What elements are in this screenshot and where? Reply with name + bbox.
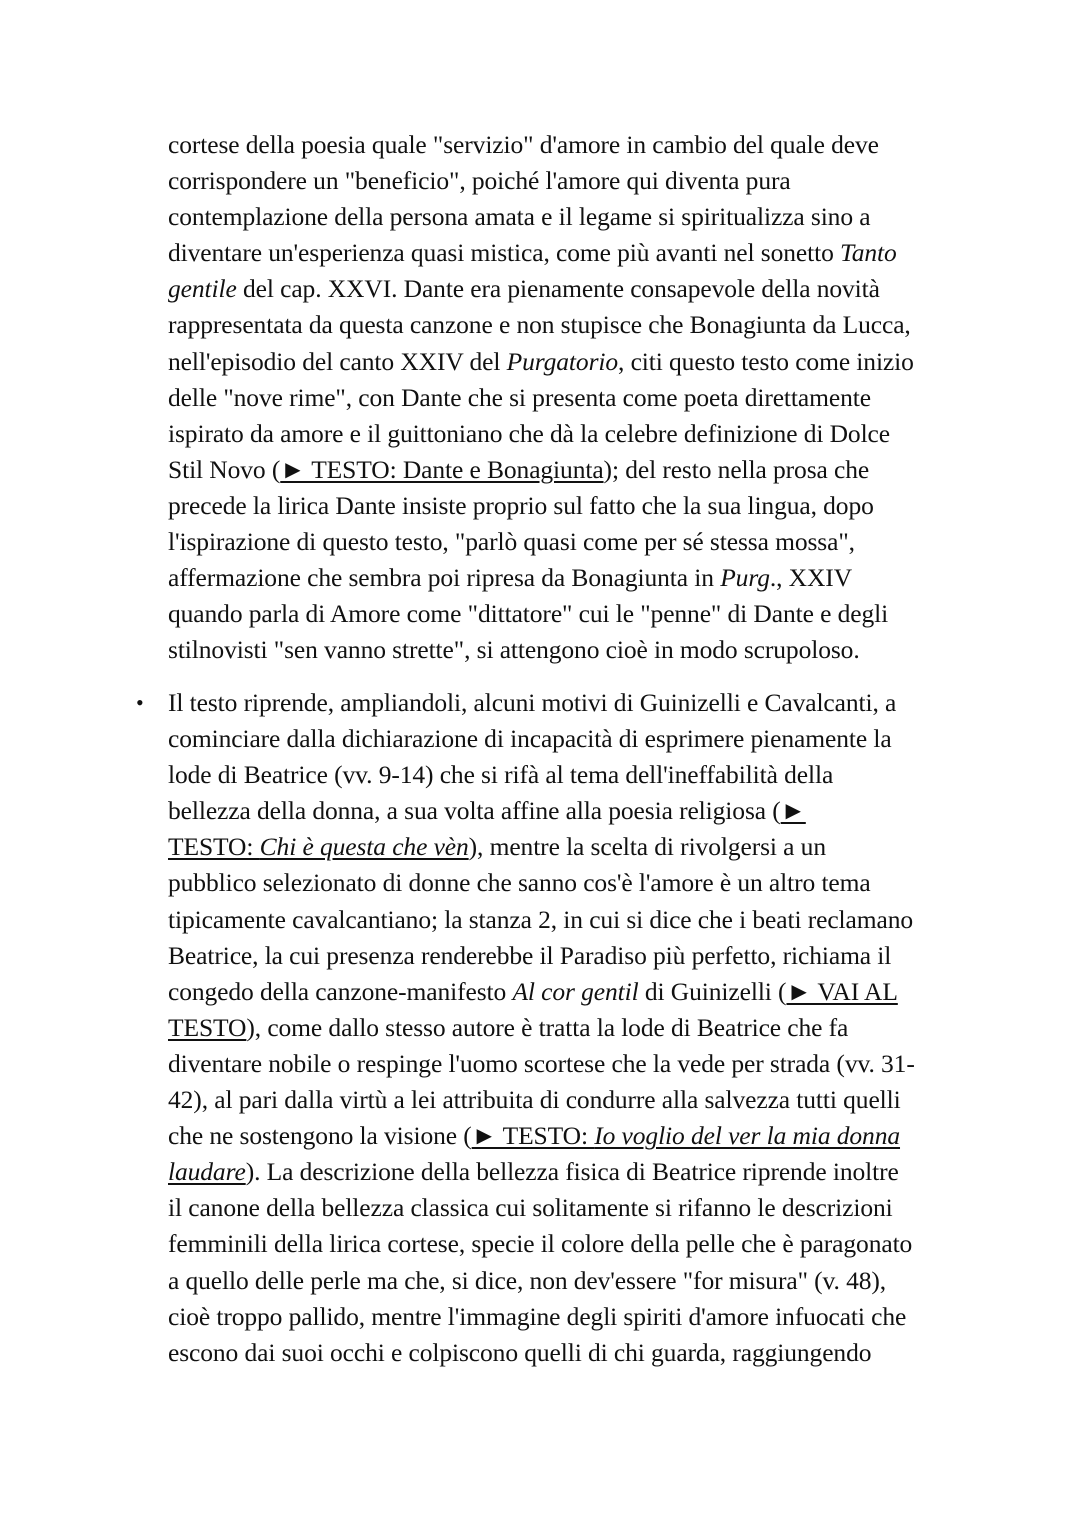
italic-text: Al cor gentil bbox=[512, 976, 639, 1006]
text-span: corrispondere un "beneficio", poiché l'amore qui diventa pura bbox=[168, 166, 791, 196]
text-line bbox=[168, 1190, 998, 1226]
text-span: precede la lirica Dante insiste proprio sul fatto che la sua lingua, dopo bbox=[168, 490, 874, 520]
text-span: rappresentata da questa canzone e non stupisce che Bonagiunta da Lucca, bbox=[168, 310, 911, 340]
text-line bbox=[168, 902, 998, 938]
text-line bbox=[168, 380, 998, 416]
text-span: l'ispirazione di questo testo, "parlò quasi come per sé stessa mossa", bbox=[168, 527, 855, 557]
text-line bbox=[168, 1046, 998, 1082]
italic-text: gentile bbox=[168, 274, 237, 304]
text-link[interactable]: Io voglio del ver la mia donna bbox=[594, 1121, 901, 1151]
bullet-marker: • bbox=[136, 690, 144, 715]
text-line bbox=[168, 1335, 998, 1371]
text-span: ); del resto nella prosa che bbox=[603, 454, 870, 484]
text-line bbox=[168, 721, 998, 757]
text-span: ). La descrizione della bellezza fisica di Beatrice riprende inoltre bbox=[245, 1157, 899, 1187]
italic-text: Purgatorio bbox=[506, 346, 619, 376]
text-span: bellezza della donna, a sua volta affine alla poesia religiosa ( bbox=[168, 796, 781, 826]
text-line bbox=[168, 757, 998, 793]
text-span: nell'episodio del canto XXIV del bbox=[168, 346, 507, 376]
text-line bbox=[168, 271, 998, 307]
text-line bbox=[168, 1263, 998, 1299]
text-line bbox=[168, 865, 998, 901]
text-link[interactable]: ► TESTO: bbox=[471, 1121, 595, 1151]
text-line bbox=[168, 632, 998, 668]
text-span: delle "nove rime", con Dante che si presenta come poeta direttamente bbox=[168, 382, 871, 412]
text-line bbox=[168, 344, 998, 380]
text-line bbox=[168, 596, 998, 632]
text-line bbox=[168, 938, 998, 974]
text-line bbox=[168, 560, 998, 596]
text-span: cortese della poesia quale "servizio" d'amore in cambio del quale deve bbox=[168, 130, 879, 159]
text-span: pubblico selezionato di donne che sanno cos'è l'amore è un altro tema bbox=[168, 868, 871, 898]
text-line bbox=[168, 199, 998, 235]
text-span: 42), al pari dalla virtù a lei attribuita di condurre alla salvezza tutti quelli bbox=[168, 1085, 901, 1115]
text-line bbox=[168, 685, 998, 721]
text-span: ., XXIV bbox=[769, 563, 853, 593]
text-line bbox=[168, 1299, 998, 1335]
text-link[interactable]: laudare bbox=[168, 1157, 246, 1187]
text-line bbox=[168, 1154, 998, 1190]
text-span: Stil Novo ( bbox=[168, 454, 281, 484]
text-line bbox=[168, 416, 998, 452]
text-span: cioè troppo pallido, mentre l'immagine degli spiriti d'amore infuocati che bbox=[168, 1301, 907, 1331]
text-line bbox=[168, 127, 998, 163]
text-line bbox=[168, 452, 998, 488]
text-span: lode di Beatrice (vv. 9-14) che si rifà al tema dell'ineffabilità della bbox=[168, 760, 834, 790]
text-span: Il testo riprende, ampliandoli, alcuni motivi di Guinizelli e Cavalcanti, a bbox=[168, 688, 897, 717]
italic-text: Purg bbox=[720, 563, 770, 593]
text-line bbox=[168, 974, 998, 1010]
text-link[interactable]: ► VAI AL bbox=[786, 976, 898, 1006]
text-span: ispirato da amore e il guittoniano che dà la celebre definizione di Dolce bbox=[168, 418, 890, 448]
text-span: tipicamente cavalcantiano; la stanza 2, in cui si dice che i beati reclamano bbox=[168, 904, 914, 934]
text-span: diventare un'esperienza quasi mistica, come più avanti nel sonetto bbox=[168, 238, 841, 268]
bullet-paragraph bbox=[168, 685, 998, 1371]
text-span: affermazione che sembra poi ripresa da Bonagiunta in bbox=[168, 563, 721, 593]
text-span: quando parla di Amore come "dittatore" cui le "penne" di Dante e degli bbox=[168, 599, 889, 629]
text-line bbox=[168, 163, 998, 199]
text-span: , citi questo testo come inizio bbox=[618, 346, 914, 376]
text-link[interactable]: TESTO bbox=[168, 1012, 247, 1042]
text-line bbox=[168, 829, 998, 865]
text-span: Beatrice, la cui presenza renderebbe il Paradiso più perfetto, richiama il bbox=[168, 940, 892, 970]
text-line bbox=[168, 1082, 998, 1118]
text-line bbox=[168, 1118, 998, 1154]
text-line bbox=[168, 1226, 998, 1262]
text-span: ), come dallo stesso autore è tratta la lode di Beatrice che fa bbox=[246, 1012, 849, 1042]
text-line bbox=[168, 793, 998, 829]
italic-text: Tanto bbox=[840, 238, 897, 268]
text-span: il canone della bellezza classica cui solitamente si rifanno le descrizioni bbox=[168, 1193, 893, 1223]
text-line bbox=[168, 524, 998, 560]
text-line bbox=[168, 488, 998, 524]
text-span: di Guinizelli ( bbox=[638, 976, 787, 1006]
text-span: stilnovisti "sen vanno strette", si attengono cioè in modo scrupoloso. bbox=[168, 635, 860, 665]
text-line bbox=[168, 235, 998, 271]
text-span: cominciare dalla dichiarazione di incapacità di esprimere pienamente la bbox=[168, 724, 892, 754]
text-link[interactable]: ► bbox=[780, 796, 806, 826]
text-link[interactable]: Chi è questa che vèn bbox=[259, 832, 469, 862]
text-span: ), mentre la scelta di rivolgersi a un bbox=[468, 832, 826, 862]
text-line bbox=[168, 1010, 998, 1046]
text-link[interactable]: ► TESTO: Dante e Bonagiunta bbox=[280, 454, 604, 484]
text-span: escono dai suoi occhi e colpiscono quelli di chi guarda, raggiungendo bbox=[168, 1337, 872, 1367]
text-span: contemplazione della persona amata e il legame si spiritualizza sino a bbox=[168, 202, 871, 232]
text-link[interactable]: TESTO: bbox=[168, 832, 260, 862]
text-line bbox=[168, 307, 998, 343]
text-span: femminili della lirica cortese, specie il colore della pelle che è paragonato bbox=[168, 1229, 913, 1259]
paragraph-continuation bbox=[168, 127, 998, 668]
text-span: congedo della canzone-manifesto bbox=[168, 976, 513, 1006]
text-span: diventare nobile o respinge l'uomo scortese che la vede per strada (vv. 31- bbox=[168, 1048, 915, 1078]
text-span: che ne sostengono la visione ( bbox=[168, 1121, 472, 1151]
text-span: del cap. XXVI. Dante era pienamente consapevole della novità bbox=[236, 274, 880, 304]
text-span: a quello delle perle ma che, si dice, non dev'essere "for misura" (v. 48), bbox=[168, 1265, 887, 1295]
